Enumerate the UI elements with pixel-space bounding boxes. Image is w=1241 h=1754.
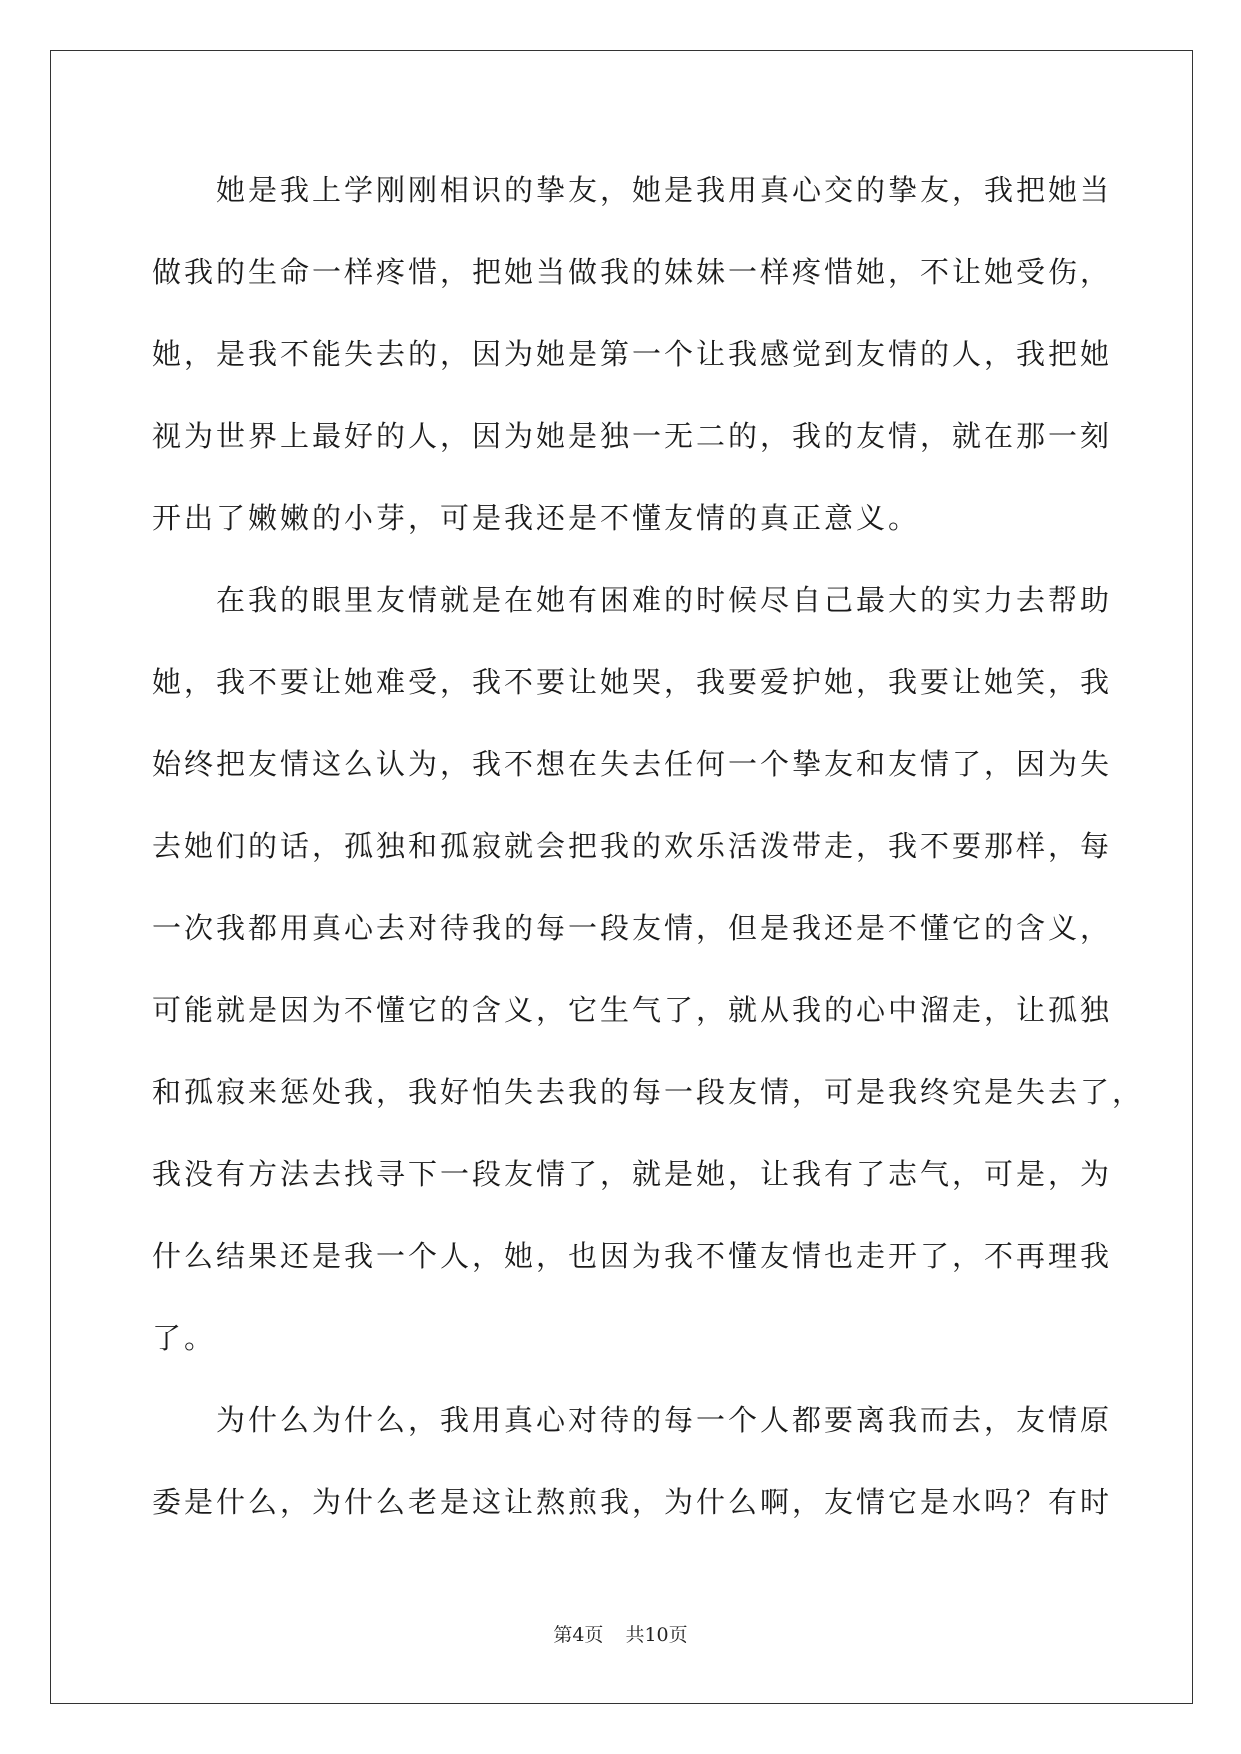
text-line: 我没有方法去找寻下一段友情了，就是她，让我有了志气，可是，为 [152, 1157, 1113, 1191]
document-body [152, 165, 1145, 1559]
text-line: 始终把友情这么认为，我不想在失去任何一个挚友和友情了，因为失 [152, 747, 1113, 781]
text-line: 委是什么，为什么老是这让熬煎我，为什么啊，友情它是水吗？有时 [152, 1485, 1113, 1519]
page-footer [0, 1620, 1241, 1647]
text-line: 为什么为什么，我用真心对待的每一个人都要离我而去，友情原 [216, 1403, 1113, 1437]
text-line: 做我的生命一样疼惜，把她当做我的妹妹一样疼惜她，不让她受伤， [152, 255, 1113, 289]
text-line: 她，是我不能失去的，因为她是第一个让我感觉到友情的人，我把她 [152, 337, 1113, 371]
text-line: 视为世界上最好的人，因为她是独一无二的，我的友情，就在那一刻 [152, 419, 1113, 453]
text-line: 了。 [152, 1321, 217, 1355]
page-number: 第4页 [553, 1624, 604, 1646]
text-line: 她是我上学刚刚相识的挚友，她是我用真心交的挚友，我把她当 [216, 173, 1113, 207]
text-line: 什么结果还是我一个人，她，也因为我不懂友情也走开了，不再理我 [152, 1239, 1113, 1273]
text-line: 开出了嫩嫩的小芽，可是我还是不懂友情的真正意义。 [152, 501, 921, 535]
text-line: 一次我都用真心去对待我的每一段友情，但是我还是不懂它的含义， [152, 911, 1113, 945]
text-line: 在我的眼里友情就是在她有困难的时候尽自己最大的实力去帮助 [216, 583, 1113, 617]
text-line: 和孤寂来惩处我，我好怕失去我的每一段友情，可是我终究是失去了， [152, 1075, 1145, 1109]
text-line: 可能就是因为不懂它的含义，它生气了，就从我的心中溜走，让孤独 [152, 993, 1113, 1027]
text-line: 她，我不要让她难受，我不要让她哭，我要爱护她，我要让她笑，我 [152, 665, 1113, 699]
page-total: 共10页 [625, 1624, 688, 1646]
text-line: 去她们的话，孤独和孤寂就会把我的欢乐活泼带走，我不要那样，每 [152, 829, 1113, 863]
